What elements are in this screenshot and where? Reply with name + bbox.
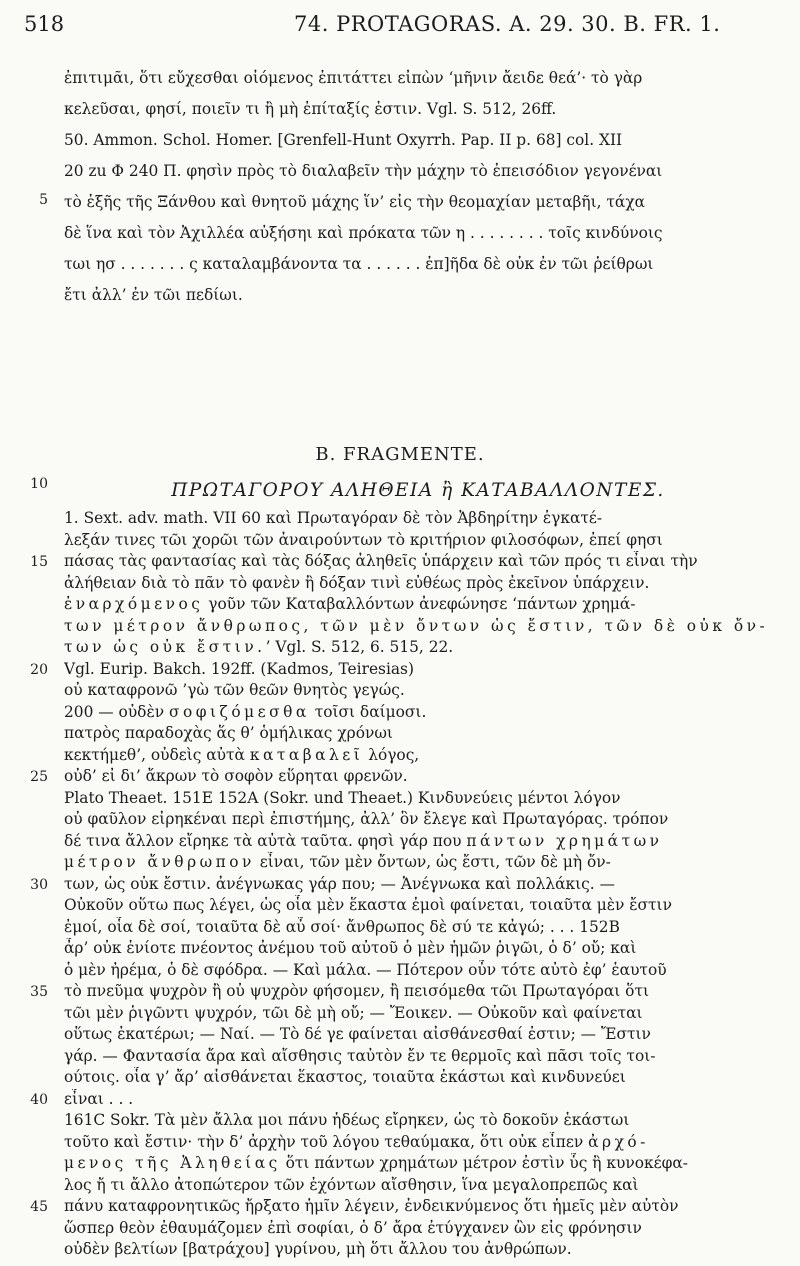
text-span: ἆρ’ οὐκ ἐνίοτε πνέοντος ἀνέμου τοῦ αὐτοῦ ὁ μὲν ἡμῶν ῥιγῶι, ὁ δ’ οὔ; καὶ bbox=[64, 939, 637, 957]
text-span: τοῖσι δαίμοσι. bbox=[309, 702, 427, 721]
text-span: πάσας τὰς φαντασίας καὶ τὰς δόξας ἀληθεῖς ὑπάρχειν καὶ τῶν πρός τι εἶναι τὴν bbox=[64, 552, 698, 570]
text-line: 50. Ammon. Schol. Homer. [Grenfell-Hunt Oxyrrh. Pap. II p. 68] col. XII bbox=[64, 131, 623, 149]
text-span: ούτοις. οἷα γ’ ἄρ’ αἰσθάνεται ἕκαστος, τοιαῦτα ἑκάστωι καὶ κινδυνεύει bbox=[64, 1068, 626, 1086]
line-number: 30 bbox=[30, 876, 48, 893]
spaced-text: ἀρχό- bbox=[588, 1132, 649, 1151]
text-span: ὅτι πάντων χρημάτων μέτρον ἐστὶν ὗς ἢ κυνοκέφα- bbox=[280, 1154, 688, 1172]
text-line bbox=[64, 1132, 772, 1152]
text-span: εἶναι, τῶν μὲν ὄντων, ὡς ἔστι, τῶν δὲ μὴ ὄν- bbox=[254, 853, 611, 871]
text-span: 161C Sokr. Τὰ μὲν ἄλλα μοι πάνυ ἡδέως εἴρηκεν, ὡς τὸ δοκοῦν ἑκάστωι bbox=[64, 1111, 630, 1129]
spaced-text: σοφιζόμεσθα bbox=[168, 702, 310, 721]
text-span: οὐδ’ εἰ δι’ ἄκρων τὸ σοφὸν εὕρηται φρενῶν. bbox=[64, 767, 408, 785]
text-line bbox=[64, 766, 772, 786]
text-span: λεξάν τινες τῶι χορῶι τῶν ἀναιρούντων τὸ κριτήριον φιλοσόφων, ἐπεί φησι bbox=[64, 530, 663, 549]
text-line bbox=[64, 508, 772, 528]
line-number: 15 bbox=[30, 554, 48, 570]
text-span: ’ Vgl. S. 512, 6. 515, 22. bbox=[265, 638, 454, 656]
text-span: τοῦτο καὶ ἔστιν· τὴν δ’ ἀρχὴν τοῦ λόγου τεθαύμακα, ὅτι οὐκ εἶπεν bbox=[64, 1132, 589, 1151]
text-span: δέ τινα ἄλλον εἴρηκε τὰ αὐτὰ ταῦτα. φησὶ γάρ που bbox=[64, 831, 467, 850]
text-line bbox=[64, 551, 772, 571]
text-line bbox=[64, 594, 772, 614]
line-number: 40 bbox=[30, 1091, 48, 1108]
spaced-text: μέτρον ἄνθρωπον bbox=[64, 853, 255, 871]
line-number: 35 bbox=[30, 984, 48, 1000]
text-line bbox=[64, 1239, 772, 1259]
text-line bbox=[64, 1196, 772, 1216]
text-line bbox=[64, 1089, 772, 1109]
text-span: οὐ φαῦλον εἰρηκέναι περὶ ἐπιστήμης, ἀλλ’ ὃν ἔλεγε καὶ Πρωταγόρας. τρόπον bbox=[64, 810, 669, 828]
text-span: οὐδὲν βελτίων [βατράχου] γυρίνου, μὴ ὅτι ἄλλου του ἀνθρώπων. bbox=[64, 1240, 572, 1258]
text-span: τῶι μὲν ῥιγῶντι ψυχρόν, τῶι δὲ μὴ οὔ; — Ἔοικεν. — Οὐκοῦν καὶ φαίνεται bbox=[64, 1003, 643, 1022]
text-span: 200 — οὐδὲν bbox=[64, 702, 169, 721]
text-line bbox=[64, 680, 772, 700]
running-head: 74. PROTAGORAS. A. 29. 30. B. FR. 1. bbox=[294, 12, 721, 36]
text-span: οὐ καταφρονῶ ’γὼ τῶν θεῶν θνητὸς γεγώς. bbox=[64, 681, 405, 699]
spaced-text: των μέτρον ἄνθρωπος, τῶν μὲν ὄντων ὡς ἔστιν, τῶν δὲ οὐκ ὄν- bbox=[64, 616, 769, 635]
text-line bbox=[64, 530, 772, 550]
text-line bbox=[64, 917, 772, 937]
text-line bbox=[64, 1153, 772, 1173]
text-span: ἐμοί, οἷα δὲ σοί, τοιαῦτα δὲ αὖ σοί· ἄνθρωπος δὲ σύ τε κἀγώ; . . . 152B bbox=[64, 917, 620, 936]
spaced-text: πάντων χρημάτων bbox=[466, 831, 663, 850]
text-line: δὲ ἵνα καὶ τὸν Ἀχιλλέα αὐξήσηι καὶ πρόκατα τῶν η . . . . . . . . τοῖς κινδύνοις bbox=[64, 224, 663, 242]
text-span: Οὐκοῦν οὕτω πως λέγει, ὡς οἷα μὲν ἕκαστα ἐμοὶ φαίνεται, τοιαῦτα μὲν ἔστιν bbox=[64, 896, 672, 914]
line-number: 25 bbox=[30, 769, 48, 785]
spaced-text: μενος τῆς Ἀληθείας bbox=[64, 1154, 281, 1172]
text-line bbox=[64, 831, 772, 851]
text-span: Plato Theaet. 151E 152A (Sokr. und Theaet.) Κινδυνεύεις μέντοι λόγον bbox=[64, 788, 621, 807]
text-span: λος ἤ τι ἄλλο ἀτοπώτερον τῶν ἐχόντων αἴσθησιν, ἵνα μεγαλοπρεπῶς καὶ bbox=[64, 1175, 639, 1194]
text-span: των, ὡς οὐκ ἔστιν. ἀνέγνωκας γάρ που; — Ἀνέγνωκα καὶ πολλάκις. — bbox=[64, 874, 615, 893]
text-line bbox=[64, 659, 772, 679]
text-line bbox=[64, 788, 772, 808]
text-span: πάνυ καταφρονητικῶς ἤρξατο ἡμῖν λέγειν, ἐνδεικνύμενος ὅτι ἡμεῖς μὲν αὐτὸν bbox=[64, 1197, 679, 1215]
text-span: λόγος, bbox=[363, 745, 420, 764]
text-line bbox=[64, 981, 772, 1001]
text-line: ἔτι ἀλλ’ ἐν τῶι πεδίωι. bbox=[64, 286, 243, 304]
text-span: γοῦν τῶν Καταβαλλόντων ἀνεφώνησε ‘πάντων χρημά- bbox=[203, 595, 636, 613]
text-line: κελεῦσαι, φησί, ποιεῖν τι ἢ μὴ ἐπίταξίς ἐστιν. Vgl. S. 512, 26ff. bbox=[64, 100, 557, 118]
text-span: Vgl. Eurip. Bakch. 192ff. (Kadmos, Teiresias) bbox=[64, 659, 414, 678]
line-number: 45 bbox=[30, 1199, 48, 1215]
line-number: 10 bbox=[30, 476, 48, 492]
text-line: τὸ ἑξῆς τῆς Ξάνθου καὶ θνητοῦ μάχης ἵν’ εἰς τὴν θεομαχίαν μεταβῆι, τάχα bbox=[64, 193, 646, 211]
spaced-text: ἐναρχόμενος bbox=[64, 595, 204, 613]
text-line bbox=[64, 1218, 772, 1238]
line-number: 5 bbox=[39, 192, 48, 208]
text-line bbox=[64, 702, 772, 722]
text-span: πατρὸς παραδοχὰς ἅς θ’ ὁμήλικας χρόνωι bbox=[64, 724, 393, 742]
spaced-text: καταβαλεῖ bbox=[249, 745, 364, 764]
text-line bbox=[64, 1067, 772, 1087]
text-line bbox=[64, 1024, 772, 1044]
text-span: ἀλήθειαν διὰ τὸ πᾶν τὸ φανὲν ἢ δόξαν τινὶ εὐθέως πρὸς ἐκεῖνον ὑπάρχειν. bbox=[64, 573, 650, 592]
fragment-title: ΠΡΩΤΑΓΟΡΟΥ ΑΛΗΘΕΙΑ ἢ ΚΑΤΑΒΑΛΛΟΝΤΕΣ. bbox=[171, 480, 665, 501]
text-line bbox=[64, 745, 772, 765]
text-span: κεκτήμεθ’, οὐδεὶς αὐτὰ bbox=[64, 745, 250, 764]
text-line bbox=[64, 573, 772, 593]
text-line bbox=[64, 1046, 772, 1066]
text-span: γάρ. — Φαντασία ἄρα καὶ αἴσθησις ταὐτὸν ἔν τε θερμοῖς καὶ πᾶσι τοῖς τοι- bbox=[64, 1046, 656, 1065]
text-line bbox=[64, 1003, 772, 1023]
text-line bbox=[64, 1110, 772, 1130]
text-span: ὁ μὲν ἠρέμα, ὁ δὲ σφόδρα. — Καὶ μάλα. — Πότερον οὖν τότε αὐτὸ ἐφ’ ἑαυτοῦ bbox=[64, 960, 667, 979]
spaced-text: των ὡς οὐκ ἔστιν. bbox=[64, 638, 266, 656]
text-line: 20 zu Φ 240 Π. φησὶν πρὸς τὸ διαλαβεῖν τὴν μάχην τὸ ἐπεισόδιον γεγονέναι bbox=[64, 162, 663, 180]
text-line bbox=[64, 852, 772, 872]
text-line bbox=[64, 637, 772, 657]
text-span: τὸ πνεῦμα ψυχρὸν ἢ οὐ ψυχρὸν φήσομεν, ἢ πεισόμεθα τῶι Πρωταγόραι ὅτι bbox=[64, 982, 650, 1000]
text-line bbox=[64, 723, 772, 743]
text-span: εἶναι . . . bbox=[64, 1089, 134, 1108]
page-number: 518 bbox=[24, 12, 65, 36]
text-line: ἐπιτιμᾶι, ὅτι εὔχεσθαι οἰόμενος ἐπιτάττει εἰπὼν ‘μῆνιν ἄειδε θεά’· τὸ γὰρ bbox=[64, 69, 643, 87]
text-line bbox=[64, 809, 772, 829]
text-line: τωι ησ . . . . . . . ς καταλαμβάνοντα τα . . . . . . ἐπ]ῆδα δὲ οὐκ ἐν τῶι ῥείθρωι bbox=[64, 255, 654, 273]
text-line bbox=[64, 960, 772, 980]
line-number: 20 bbox=[30, 661, 48, 678]
text-line bbox=[64, 1175, 772, 1195]
text-line bbox=[64, 895, 772, 915]
text-span: 1. Sext. adv. math. VII 60 καὶ Πρωταγόραν δὲ τὸν Ἀβδηρίτην ἐγκατέ- bbox=[64, 509, 603, 527]
text-span: οὕτως ἑκατέρωι; — Ναί. — Τὸ δέ γε φαίνεται αἰσθάνεσθαί ἐστιν; — Ἔστιν bbox=[64, 1025, 651, 1043]
text-line bbox=[64, 874, 772, 894]
text-line bbox=[64, 938, 772, 958]
text-span: ὥσπερ θεὸν ἐθαυμάζομεν ἐπὶ σοφίαι, ὁ δ’ ἄρα ἐτύγχανεν ὢν εἰς φρόνησιν bbox=[64, 1218, 642, 1237]
running-header bbox=[24, 12, 770, 42]
text-line bbox=[64, 616, 772, 636]
section-heading: B. FRAGMENTE. bbox=[315, 444, 485, 465]
